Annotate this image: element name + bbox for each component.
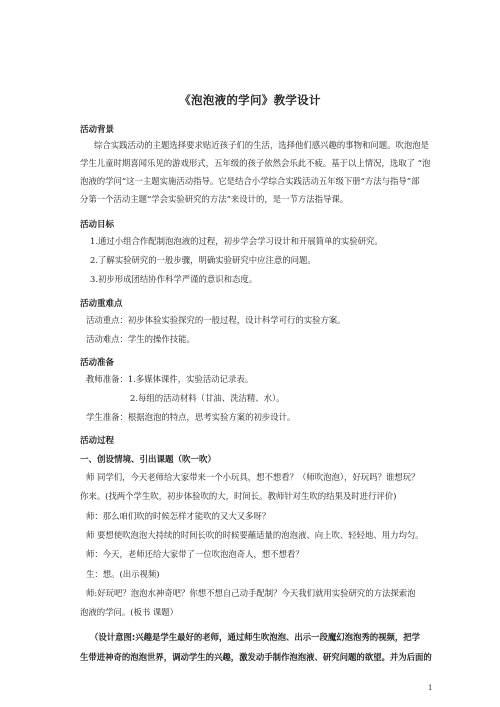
- background-line-3: 泡液的学问”这一主题实施活动指导。它是结合小学综合实践活动五年级下册“方法与指导”部: [80, 176, 420, 186]
- background-line-1: 综合实践活动的主题选择要求贴近孩子们的生活，选择他们感兴趣的事物和问题。吹泡泡是: [94, 140, 429, 150]
- heading-prep: 活动准备: [80, 358, 115, 368]
- prep-line-2: 2.每组的活动材料（甘油、洗洁精、水）。: [130, 393, 285, 403]
- goal-item-2: 2.了解实验研究的一般步骤，明确实验研究中应注意的问题。: [90, 255, 316, 265]
- heading-key-points: 活动重难点: [80, 299, 123, 309]
- process-line-5: 师：今天，老师还给大家带了一位吹泡泡奇人，想不想看？: [86, 549, 304, 559]
- heading-goals: 活动目标: [80, 220, 115, 230]
- prep-line-1: 教师准备：1.多媒体课件，实验活动记录表。: [86, 374, 254, 384]
- process-line-1: 师 同学们，今天老师给大家带来一个小玩具，想不想看？（师吹泡泡），好玩吗？谁想玩？: [86, 472, 420, 482]
- process-line-2: 你来。(找两个学生吹，初步体验吹的大，时间长。教师针对生吹的结果及时进行评价): [80, 491, 397, 501]
- key-point-line-1: 活动重点：初步体验实验探究的一般过程，设计科学可行的实验方案。: [86, 315, 346, 325]
- process-line-8: 泡液的学问。(板书 课题）: [80, 607, 179, 617]
- process-line-4: 师 要想使吹泡泡大持续的时间长吹的时候要蘸适量的泡泡液、向上吹、轻轻地、用力均匀。: [86, 530, 424, 540]
- design-intent-line-2: 生带进神奇的泡泡世界，调动学生的兴趣，激发动手制作泡泡液、研究问题的欲望。并为后面的: [80, 652, 432, 662]
- page-number: 1: [428, 684, 433, 692]
- process-line-3: 师：那么咱们吹的时候怎样才能吹的又大又多呀？: [86, 511, 271, 521]
- key-point-line-2: 活动难点：学生的操作技能。: [86, 334, 195, 344]
- goal-item-1: 1.通过小组合作配制泡泡液的过程，初步学会学习设计和开展简单的实验研究。: [90, 236, 383, 246]
- goal-item-3: 3.初步形成团结协作科学严谨的意识和态度。: [90, 274, 258, 284]
- process-line-6: 生：想。(出示视频): [86, 569, 160, 579]
- document-title: 《泡泡液的学问》教学设计: [179, 93, 321, 107]
- prep-line-3: 学生准备：根据泡泡的特点，思考实验方案的初步设计。: [86, 412, 296, 422]
- background-line-4: 分第一个活动主题“学会实验研究的方法”来设计的，是一节方法指导课。: [80, 194, 349, 204]
- process-line-7: 师:好玩吧？泡泡水神奇吧？你想不想自己动手配制？今天我们就用实验研究的方法探索泡: [86, 588, 416, 598]
- process-sub-heading: 一、创设情境、引出课题（吹一吹）: [80, 455, 217, 465]
- heading-background: 活动背景: [80, 125, 115, 135]
- background-line-2: 学生儿童时期喜闻乐见的游戏形式，五年级的孩子依然会乐此不疲。基于以上情况，选取了 “泡: [80, 158, 431, 168]
- design-intent-line-1: （设计意图:兴趣是学生最好的老师，通过师生吹泡泡、出示一段魔幻泡泡秀的视频，把学: [90, 632, 420, 642]
- heading-process: 活动过程: [80, 436, 115, 446]
